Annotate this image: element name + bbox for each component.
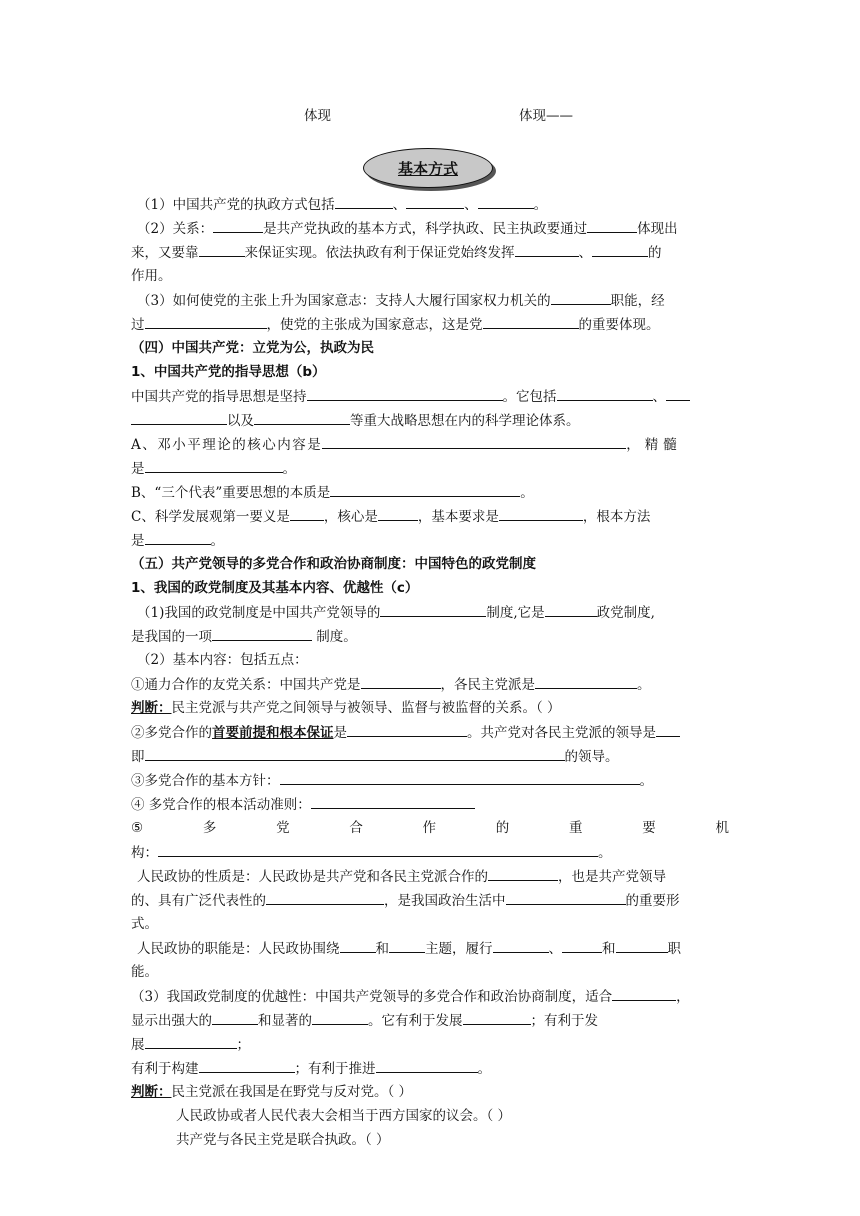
blank[interactable] [666, 386, 690, 401]
blank[interactable] [347, 722, 467, 737]
q-relation-line1: （2）关系： 是共产党执政的基本方式，科学执政、民主执政要通过 体现出 [137, 218, 678, 239]
blank[interactable] [380, 602, 486, 617]
judge-item-3: 人民政协或者人民代表大会相当于西方国家的议会。（ ） [176, 1108, 512, 1124]
blank[interactable] [361, 674, 441, 689]
q-party-system-line1: （1)我国的政党制度是中国共产党领导的 制度,它是 政党制度, [137, 602, 655, 623]
blank[interactable] [158, 842, 598, 857]
judge-item-4: 共产党与各民主党是联合执政。（ ） [176, 1132, 390, 1148]
blank[interactable] [515, 242, 579, 257]
blank[interactable] [145, 746, 565, 761]
blank[interactable] [199, 1058, 295, 1073]
blank[interactable] [592, 242, 648, 257]
q-superiority-line4: 有利于构建 ；有利于推进 。 [131, 1058, 491, 1079]
blank[interactable] [378, 506, 418, 521]
q-important-organ-line1: ⑤ 多 党 合 作 的 重 要 机 [131, 820, 729, 836]
q-party-system-line2: 是我国的一项 制度。 [131, 626, 357, 647]
blank[interactable] [612, 986, 676, 1001]
blank[interactable] [213, 218, 263, 233]
blank[interactable] [557, 386, 653, 401]
blank[interactable] [506, 890, 626, 905]
q-deng-theory-line2: 是 。 [131, 458, 296, 479]
q-important-organ-line2: 构： 。 [131, 842, 612, 863]
blank[interactable] [312, 1010, 368, 1025]
top-label-left: 体现 [304, 108, 331, 124]
q-relation-line2: 来，又要靠 来保证实现。依法执政有利于保证党始终发挥 、 的 [131, 242, 662, 263]
blank[interactable] [145, 530, 211, 545]
q-scientific-development-line1: C、科学发展观第一要义是 ，核心是 ，基本要求是 ，根本方法 [131, 506, 650, 527]
q-cppcc-nature-line1: 人民政协的性质是：人民政协是共产党和各民主党派合作的 ，也是共产党领导 [137, 866, 666, 887]
blank[interactable] [488, 866, 558, 881]
section-oval-title: 基本方式 [397, 159, 458, 178]
blank[interactable] [389, 938, 425, 953]
blank[interactable] [145, 314, 267, 329]
q-activity-principle: ④ 多党合作的根本活动准则： [131, 794, 475, 815]
q-relation-line3: 作用。 [131, 268, 172, 284]
blank[interactable] [290, 506, 324, 521]
blank[interactable] [280, 770, 640, 785]
blank[interactable] [199, 242, 245, 257]
blank[interactable] [254, 410, 350, 425]
basic-content-heading: （2）基本内容：包括五点： [137, 652, 308, 668]
blank[interactable] [145, 1034, 237, 1049]
blank[interactable] [406, 194, 464, 209]
judge-item-1: 判断：民主党派与共产党之间领导与被领导、监督与被监督的关系。（ ） [131, 700, 561, 716]
blank[interactable] [330, 482, 520, 497]
blank[interactable] [266, 890, 384, 905]
q-friendly-party-relation: ①通力合作的友党关系：中国共产党是 ，各民主党派是 。 [131, 674, 651, 695]
q-superiority-line2: 显示出强大的 和显著的 。它有利于发展 ；有利于发 [131, 1010, 598, 1031]
blank[interactable] [616, 938, 668, 953]
blank[interactable] [131, 410, 227, 425]
q-basic-policy: ③多党合作的基本方针： 。 [131, 770, 653, 791]
blank[interactable] [463, 1010, 531, 1025]
blank[interactable] [145, 458, 283, 473]
blank[interactable] [376, 1058, 478, 1073]
blank[interactable] [656, 722, 680, 737]
blank[interactable] [545, 602, 597, 617]
q-deng-theory-line1: A、邓小平理论的核心内容是 ，精髓 [131, 434, 682, 455]
q-guiding-thought-line2: 以及 等重大战略思想在内的科学理论体系。 [131, 410, 580, 431]
q-scientific-development-line2: 是 。 [131, 530, 224, 551]
blank[interactable] [551, 290, 611, 305]
blank[interactable] [493, 938, 549, 953]
q-guiding-thought-line1: 中国共产党的指导思想是坚持 。它包括 、 [131, 386, 690, 407]
blank[interactable] [562, 938, 602, 953]
q-leadership-meaning: 即 的领导。 [131, 746, 619, 767]
blank[interactable] [335, 194, 393, 209]
q-cppcc-nature-line2: 的、具有广泛代表性的 ，是我国政治生活中 的重要形 [131, 890, 680, 911]
subheading-party-system: 1、我国的政党制度及其基本内容、优越性（c） [131, 580, 419, 596]
blank[interactable] [212, 626, 312, 641]
q-party-will-line1: （3）如何使党的主张上升为国家意志：支持人大履行国家权力机关的 职能，经 [137, 290, 665, 311]
q-party-will-line2: 过 ，使党的主张成为国家意志，这是党 的重要体现。 [131, 314, 660, 335]
q-superiority-line1: （3）我国政党制度的优越性：中国共产党领导的多党合作和政治协商制度，适合 ， [131, 986, 690, 1007]
q-cppcc-nature-line3: 式。 [131, 916, 158, 932]
blank[interactable] [478, 194, 534, 209]
q-superiority-line3: 展 ； [131, 1034, 250, 1055]
subheading-guiding-thought: 1、中国共产党的指导思想（b） [131, 364, 326, 380]
section-oval-heading [363, 148, 493, 188]
blank[interactable] [483, 314, 579, 329]
q-execution-methods: （1）中国共产党的执政方式包括 、 、 。 [137, 194, 547, 215]
section-heading-4: （四）中国共产党：立党为公，执政为民 [131, 340, 374, 356]
q-cppcc-functions-line2: 能。 [131, 964, 158, 980]
q-cppcc-functions-line1: 人民政协的职能是：人民政协围绕 和 主题，履行 、 和 职 [137, 938, 681, 959]
top-label-right: 体现—— [519, 108, 573, 124]
blank[interactable] [212, 1010, 258, 1025]
q-premise-guarantee: ②多党合作的首要前提和根本保证是 。共产党对各民主党派的领导是 [131, 722, 680, 743]
section-heading-5: （五）共产党领导的多党合作和政治协商制度：中国特色的政党制度 [131, 556, 536, 572]
blank[interactable] [307, 386, 503, 401]
blank[interactable] [340, 938, 376, 953]
blank[interactable] [535, 674, 637, 689]
blank[interactable] [322, 434, 626, 449]
blank[interactable] [499, 506, 583, 521]
judge-item-2: 判断：民主党派在我国是在野党与反对党。（ ） [131, 1084, 413, 1100]
blank[interactable] [311, 794, 475, 809]
q-three-represents: B、“三个代表”重要思想的本质是 。 [131, 482, 534, 503]
blank[interactable] [587, 218, 637, 233]
